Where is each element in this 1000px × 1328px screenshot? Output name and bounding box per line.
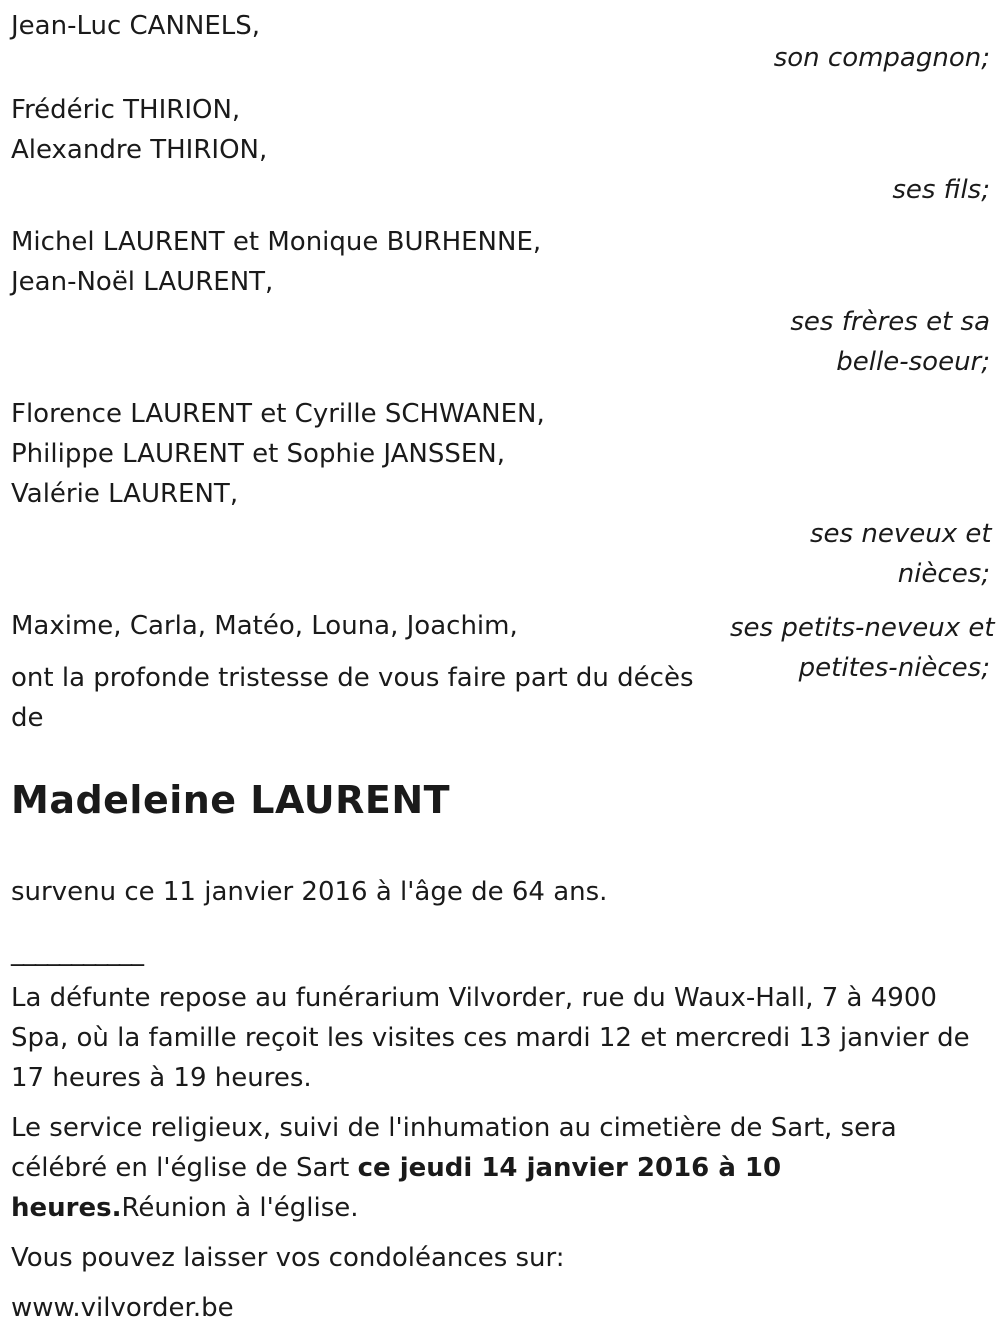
family-names [11, 606, 731, 646]
family-group-nephews [11, 394, 990, 594]
family-name: Philippe LAURENT et Sophie JANSSEN, [11, 439, 506, 469]
condolences-text: Vous pouvez laisser vos condoléances sur: [11, 1243, 565, 1273]
family-name: Alexandre THIRION, [11, 135, 268, 165]
separator-line: ___________ [11, 937, 143, 967]
family-names [11, 6, 731, 46]
obituary-notice [0, 6, 1000, 1323]
family-relation: ses neveux et nièces; [810, 519, 992, 589]
family-relation: ses frères et sa belle-soeur; [790, 307, 990, 377]
family-name: Valérie LAURENT, [11, 479, 239, 509]
family-relation: son compagnon; [773, 43, 990, 73]
family-names [11, 222, 731, 302]
service-meeting-text: Réunion à l'église. [121, 1193, 359, 1223]
family-name: Frédéric THIRION, [11, 95, 241, 125]
deceased-name: Madeleine LAURENT [11, 778, 451, 822]
family-group-grandnephews [11, 606, 995, 683]
family-group-companion [11, 6, 990, 78]
funerarium-paragraph: La défunte repose au funérarium Vilvorder, rue du Waux-Hall, 7 à 4900 Spa, où la famille reçoit les visites ces mardi 12 et mercredi 13 janvier de 17 heures à 19 heures. [11, 983, 970, 1093]
family-group-sons [11, 90, 990, 210]
family-relation: ses petits-neveux et petites-nièces; [730, 613, 995, 683]
family-names [11, 394, 731, 514]
service-text: Le service religieux, suivi de l'inhumation au cimetière de Sart, sera célébré en l'église de Sart [11, 1113, 897, 1183]
family-names [11, 90, 731, 170]
family-name: Michel LAURENT et Monique BURHENNE, [11, 227, 542, 257]
death-date-text: survenu ce 11 janvier 2016 à l'âge de 64 ans. [11, 877, 608, 907]
announcement-group [11, 658, 990, 738]
family-relation: ses fils; [892, 175, 990, 205]
service-paragraph [11, 1108, 990, 1228]
service-date-bold: ce jeudi 14 janvier 2016 à 10 heures. [11, 1153, 782, 1223]
family-name: Jean-Noël LAURENT, [11, 267, 274, 297]
family-name: Maxime, Carla, Matéo, Louna, Joachim, [11, 611, 518, 641]
website-link[interactable]: www.vilvorder.be [11, 1293, 234, 1323]
announcement-text: ont la profonde tristesse de vous faire part du décès de [11, 663, 694, 733]
family-group-siblings [11, 222, 990, 382]
family-name: Florence LAURENT et Cyrille SCHWANEN, [11, 399, 545, 429]
family-name: Jean-Luc CANNELS, [11, 11, 261, 41]
